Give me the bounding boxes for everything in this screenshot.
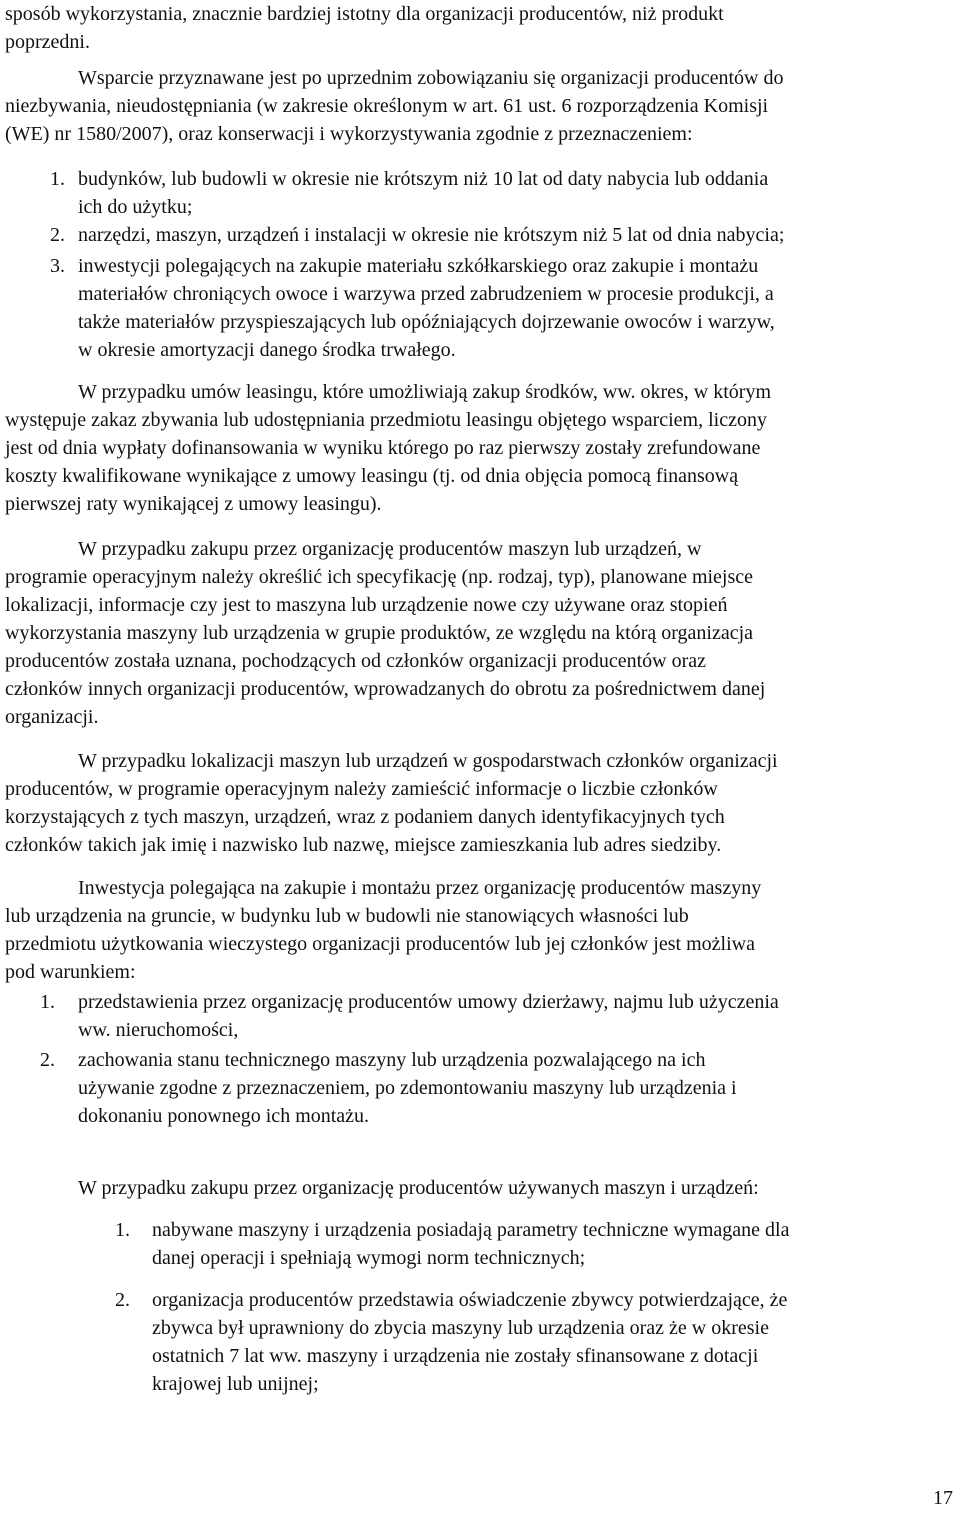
text-line: W przypadku zakupu przez organizację producentów używanych maszyn i urządzeń:: [78, 1177, 759, 1199]
text-line: budynków, lub budowli w okresie nie krótszym niż 10 lat od daty nabycia lub oddania: [78, 168, 769, 190]
text-line: także materiałów przyspieszających lub opóźniających dojrzewanie owoców i warzyw,: [78, 311, 775, 333]
text-line: ww. nieruchomości,: [78, 1019, 239, 1041]
text-line: narzędzi, maszyn, urządzeń i instalacji w okresie nie krótszym niż 5 lat od dnia nabycia;: [78, 224, 785, 246]
text-line: pierwszej raty wynikającej z umowy leasingu).: [5, 493, 382, 515]
text-line: ich do użytku;: [78, 196, 193, 218]
page-number: 17: [933, 1487, 953, 1509]
text-line: lub urządzenia na gruncie, w budynku lub w budowli nie stanowiących własności lub: [5, 905, 689, 927]
text-line: W przypadku lokalizacji maszyn lub urządzeń w gospodarstwach członków organizacji: [78, 750, 778, 772]
text-line: poprzedni.: [5, 31, 90, 53]
text-line: (WE) nr 1580/2007), oraz konserwacji i wykorzystywania zgodnie z przeznaczeniem:: [5, 123, 693, 145]
text-line: pod warunkiem:: [5, 961, 136, 983]
list-number: 1.: [40, 991, 55, 1013]
text-line: dokonaniu ponownego ich montażu.: [78, 1105, 370, 1127]
text-line: korzystających z tych maszyn, urządzeń, wraz z podaniem danych identyfikacyjnych tych: [5, 806, 725, 828]
text-line: producentów, w programie operacyjnym należy zamieścić informacje o liczbie członków: [5, 778, 718, 800]
list-number: 2.: [40, 1049, 55, 1071]
text-line: sposób wykorzystania, znacznie bardziej istotny dla organizacji producentów, niż produkt: [5, 3, 724, 25]
text-line: jest od dnia wypłaty dofinansowania w wyniku którego po raz pierwszy zostały zrefundowane: [5, 437, 761, 459]
text-line: organizacja producentów przedstawia oświadczenie zbywcy potwierdzające, że: [152, 1289, 788, 1311]
text-line: członków takich jak imię i nazwisko lub nazwę, miejsce zamieszkania lub adres siedziby.: [5, 834, 722, 856]
text-line: ostatnich 7 lat ww. maszyny i urządzenia nie zostały sfinansowane z dotacji: [152, 1345, 759, 1367]
text-line: zbywca był uprawniony do zbycia maszyny lub urządzenia oraz że w okresie: [152, 1317, 769, 1339]
text-line: krajowej lub unijnej;: [152, 1373, 319, 1395]
text-line: używanie zgodne z przeznaczeniem, po zdemontowaniu maszyny lub urządzenia i: [78, 1077, 737, 1099]
text-line: producentów została uznana, pochodzących od członków organizacji producentów oraz: [5, 650, 707, 672]
text-line: w okresie amortyzacji danego środka trwałego.: [78, 339, 456, 361]
list-number: 3.: [50, 255, 65, 277]
text-line: nabywane maszyny i urządzenia posiadają parametry techniczne wymagane dla: [152, 1219, 790, 1241]
text-line: lokalizacji, informacje czy jest to maszyna lub urządzenie nowe czy używane oraz stopień: [5, 594, 728, 616]
text-line: Wsparcie przyznawane jest po uprzednim zobowiązaniu się organizacji producentów do: [78, 67, 784, 89]
text-line: danej operacji i spełniają wymogi norm technicznych;: [152, 1247, 586, 1269]
text-line: W przypadku umów leasingu, które umożliwiają zakup środków, ww. okres, w którym: [78, 381, 771, 403]
text-line: materiałów chroniących owoce i warzywa przed zabrudzeniem w procesie produkcji, a: [78, 283, 774, 305]
text-line: zachowania stanu technicznego maszyny lub urządzenia pozwalającego na ich: [78, 1049, 706, 1071]
list-number: 1.: [115, 1219, 130, 1241]
text-line: inwestycji polegających na zakupie materiału szkółkarskiego oraz zakupie i montażu: [78, 255, 759, 277]
text-line: występuje zakaz zbywania lub udostępniania przedmiotu leasingu objętego wsparciem, liczony: [5, 409, 767, 431]
text-line: niezbywania, nieudostępniania (w zakresie określonym w art. 61 ust. 6 rozporządzenia Komisji: [5, 95, 769, 117]
text-line: W przypadku zakupu przez organizację producentów maszyn lub urządzeń, w: [78, 538, 702, 560]
text-line: organizacji.: [5, 706, 99, 728]
list-number: 1.: [50, 168, 65, 190]
list-number: 2.: [115, 1289, 130, 1311]
list-number: 2.: [50, 224, 65, 246]
text-line: przedmiotu użytkowania wieczystego organizacji producentów lub jej członków jest możliwa: [5, 933, 755, 955]
text-line: programie operacyjnym należy określić ich specyfikację (np. rodzaj, typ), planowane miejsce: [5, 566, 754, 588]
text-line: Inwestycja polegająca na zakupie i montażu przez organizację producentów maszyny: [78, 877, 762, 899]
text-line: przedstawienia przez organizację producentów umowy dzierżawy, najmu lub użyczenia: [78, 991, 779, 1013]
text-line: wykorzystania maszyny lub urządzenia w grupie produktów, ze względu na którą organizacja: [5, 622, 754, 644]
text-line: koszty kwalifikowane wynikające z umowy leasingu (tj. od dnia objęcia pomocą finansową: [5, 465, 739, 487]
text-line: członków innych organizacji producentów, wprowadzanych do obrotu za pośrednictwem danej: [5, 678, 766, 700]
